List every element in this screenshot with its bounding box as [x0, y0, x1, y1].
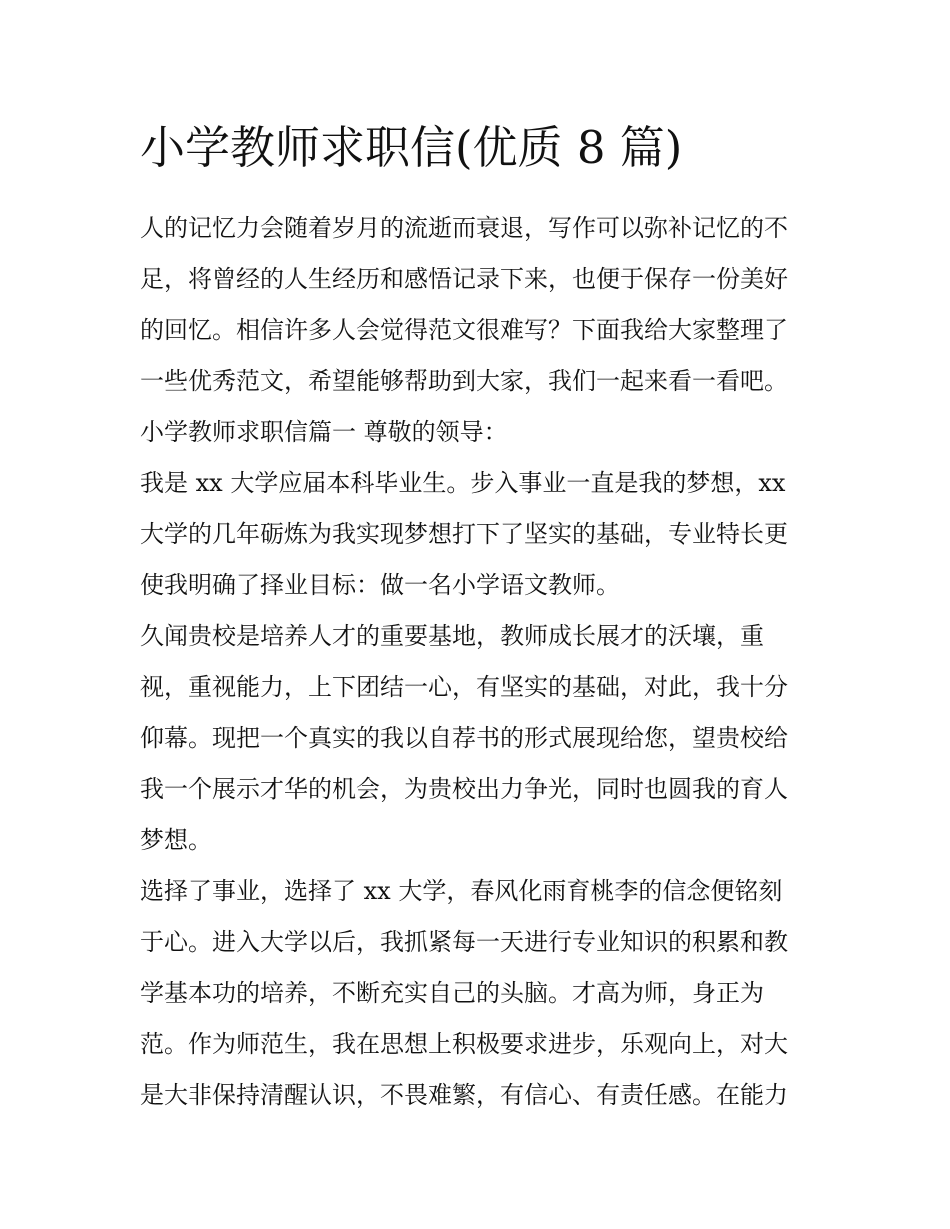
- text-line: 是大非保持清醒认识，不畏难繁，有信心、有责任感。在能力: [140, 1081, 788, 1109]
- text-line: 学基本功的培养，不断充实自己的头脑。才高为师，身正为: [140, 979, 764, 1007]
- text-line: 足，将曾经的人生经历和感悟记录下来，也便于保存一份美好: [140, 265, 788, 293]
- text-line: 久闻贵校是培养人才的重要基地，教师成长展才的沃壤，重: [140, 622, 764, 650]
- text-line: 使我明确了择业目标：做一名小学语文教师。: [140, 571, 620, 599]
- section-heading-line: 小学教师求职信篇一 尊敬的领导：: [140, 418, 508, 446]
- text-line: 范。作为师范生，我在思想上积极要求进步，乐观向上，对大: [140, 1030, 788, 1058]
- text-line: 一些优秀范文，希望能够帮助到大家，我们一起来看一看吧。: [140, 367, 788, 395]
- text-line: 我是 xx 大学应届本科毕业生。步入事业一直是我的梦想，xx: [140, 469, 786, 497]
- document-title: 小学教师求职信(优质 8 篇): [140, 121, 683, 174]
- text-line: 我一个展示才华的机会，为贵校出力争光，同时也圆我的育人: [140, 775, 788, 803]
- text-line: 人的记忆力会随着岁月的流逝而衰退，写作可以弥补记忆的不: [140, 214, 788, 242]
- document-body: [140, 203, 820, 1121]
- text-line: 仰幕。现把一个真实的我以自荐书的形式展现给您，望贵校给: [140, 724, 788, 752]
- text-line: 梦想。: [140, 826, 212, 854]
- text-line: 视，重视能力，上下团结一心，有坚实的基础，对此，我十分: [140, 673, 788, 701]
- text-line: 于心。进入大学以后，我抓紧每一天进行专业知识的积累和教: [140, 928, 788, 956]
- text-line: 的回忆。相信许多人会觉得范文很难写？下面我给大家整理了: [140, 316, 788, 344]
- text-line: 大学的几年砺炼为我实现梦想打下了坚实的基础，专业特长更: [140, 520, 788, 548]
- text-line: 选择了事业，选择了 xx 大学，春风化雨育桃李的信念便铭刻: [140, 877, 783, 905]
